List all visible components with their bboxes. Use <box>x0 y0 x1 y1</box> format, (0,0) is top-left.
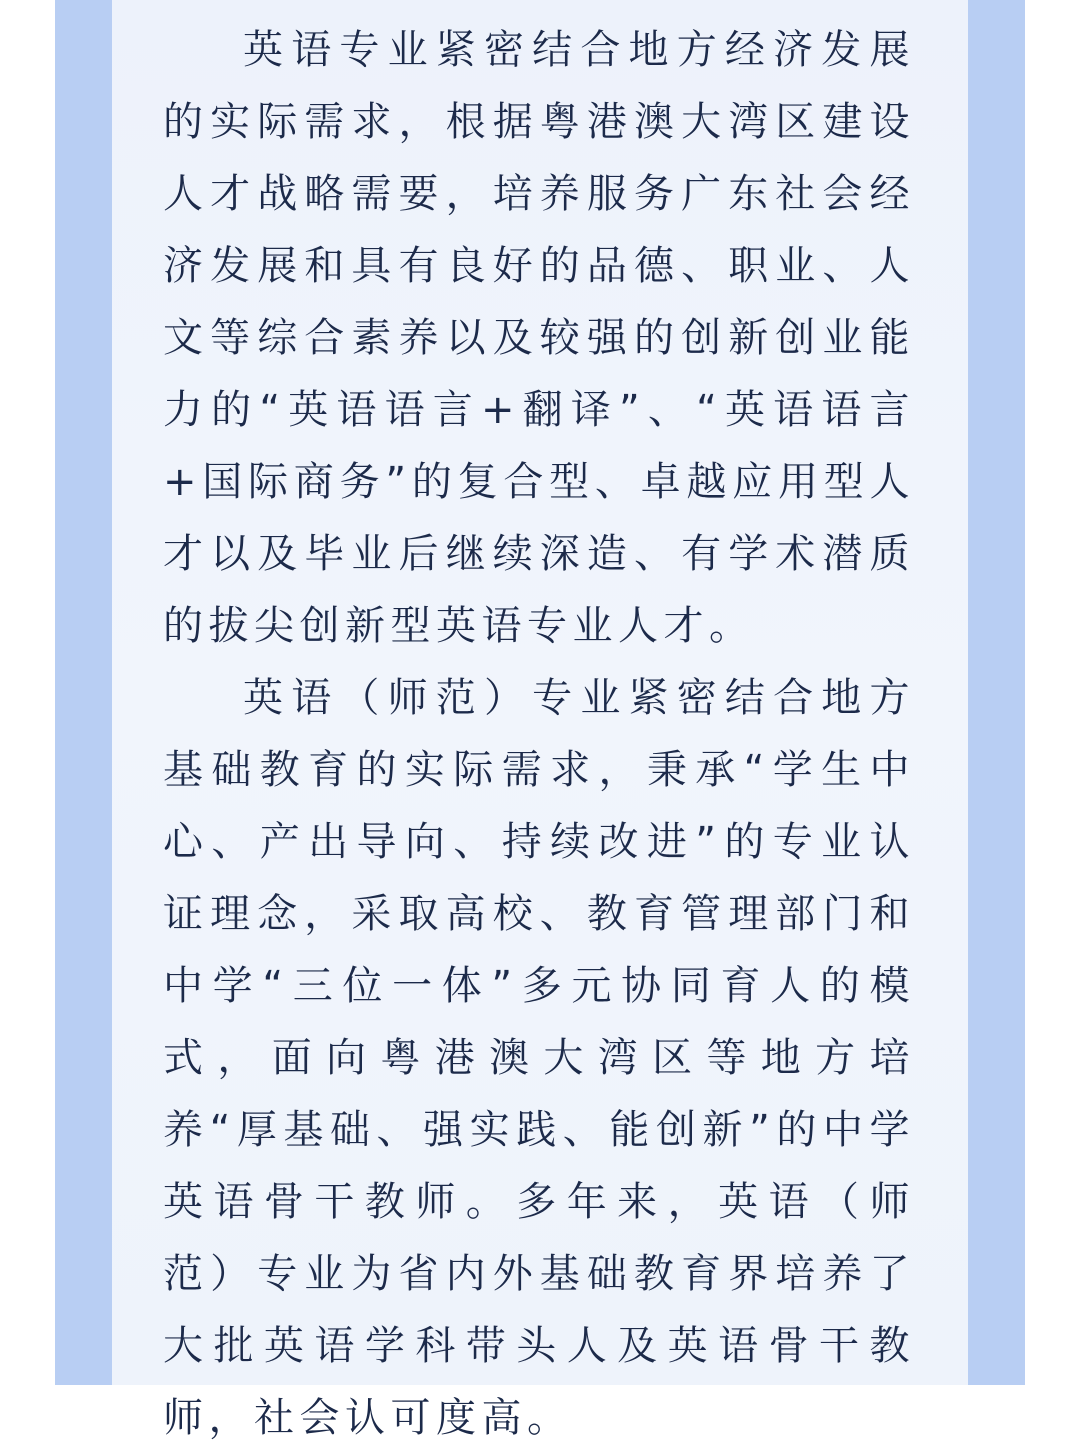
article-text <box>163 14 915 1454</box>
paragraph-english-major: 英语专业紧密结合地方经济发展的实际需求，根据粤港澳大湾区建设人才战略需要，培养服务广东社会经济发展和具有良好的品德、职业、人文等综合素养以及较强的创新创业能力的“英语语言+翻译”、“英语语言+国际商务”的复合型、卓越应用型人才以及毕业后继续深造、有学术潜质的拔尖创新型英语专业人才。 <box>163 27 915 649</box>
paragraph-english-teacher-education: 英语（师范）专业紧密结合地方基础教育的实际需求，秉承“学生中心、产出导向、持续改进”的专业认证理念，采取高校、教育管理部门和中学“三位一体”多元协同育人的模式，面向粤港澳大湾区等地方培养“厚基础、强实践、能创新”的中学英语骨干教师。多年来，英语（师范）专业为省内外基础教育界培养了大批英语学科带头人及英语骨干教师，社会认可度高。 <box>163 675 915 1441</box>
